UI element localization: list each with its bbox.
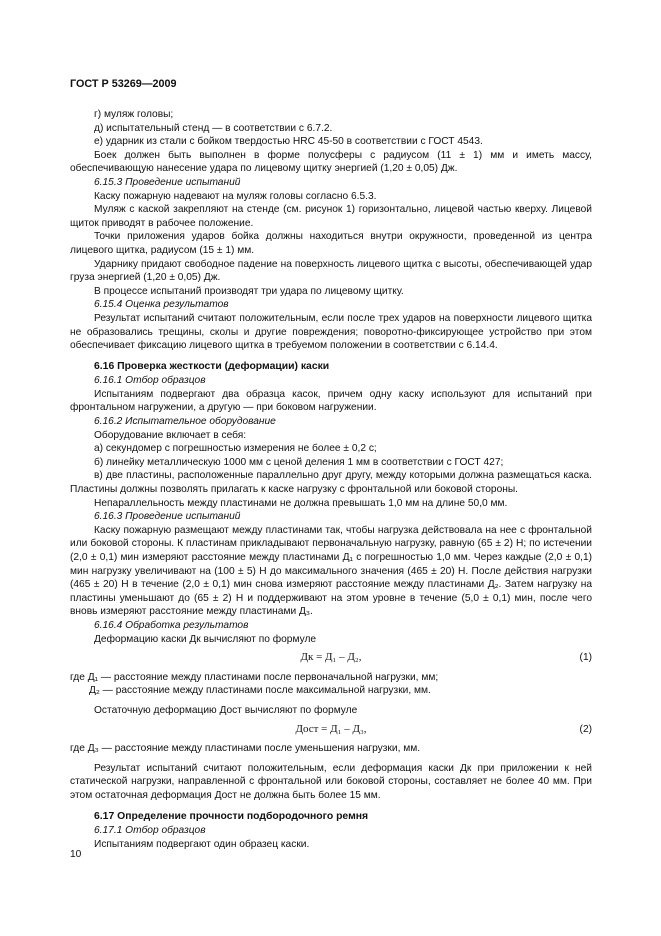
subsection-heading: 6.15.4 Оценка результатов [94, 299, 229, 311]
document-header: ГОСТ Р 53269—2009 [70, 78, 177, 90]
formula-body: Дк = Д₁ – Д₂, [300, 651, 362, 664]
document-body [70, 108, 592, 851]
paragraph: Боек должен быть выполнен в форме полусферы с радиусом (11 ± 1) мм и иметь массу, обеспечивающую нанесение удара по лицевому щитку энергией (1,20 ± 0,05) Дж. [70, 149, 592, 175]
list-item: в) две пластины, расположенные параллельно друг другу, между которыми должна размещаться каска. Пластины должны позволять прилагать к каске нагрузку с фронтальной или боковой стороны. [70, 470, 592, 496]
paragraph: Деформацию каски Дк вычисляют по формуле [94, 633, 317, 645]
formula-2 [70, 723, 592, 737]
subsection-heading: 6.16.4 Обработка результатов [94, 619, 249, 631]
paragraph: Испытаниям подвергают два образца касок, причем одну каску используют для испытаний при фронтальном нагружении, а другую — при боковом нагружении. [70, 388, 592, 414]
section-heading: 6.16 Проверка жесткости (деформации) каски [94, 360, 330, 372]
paragraph: Непараллельность между пластинами не должна превышать 1,0 мм на длине 50,0 мм. [94, 497, 508, 509]
formula-number: (1) [579, 652, 592, 664]
paragraph: Результат испытаний считают положительным, если после трех ударов на поверхности лицевого щитка не образовались трещины, сколы и другие повреждения; поворотно-фиксирующее устройство при этом обеспечивает фиксацию лицевого щитка в требуемом положении в соответствии с 6.14.4. [70, 312, 592, 352]
formula-1 [70, 651, 592, 665]
formula-legend: Д₂ — расстояние между пластинами после максимальной нагрузки, мм. [89, 685, 431, 697]
subsection-heading: 6.17.1 Отбор образцов [94, 825, 206, 837]
paragraph: Муляж с каской закрепляют на стенде (см. рисунок 1) горизонтально, лицевой частью кверху. Лицевой щиток приводят в рабочее положение. [70, 204, 592, 229]
list-item: е) ударник из стали с бойком твердостью HRC 45-50 в соответствии с ГОСТ 4543. [94, 136, 483, 148]
subsection-heading: 6.16.3 Проведение испытаний [94, 511, 241, 523]
paragraph: Каску пожарную размещают между пластинами так, чтобы нагрузка действовала на нее с фронтальной или боковой стороны. К пластинам прикладывают первоначальную нагрузку, равную (65 ± 2) Н; по истечении (2,0 ± 0,1) мин измеряют расстояние между пластинами Д₁ с погрешностью 1,0 мм. Через каждые (2,0 ± 0,1) мин нагрузку увеличивают на (100 ± 5) Н до максимального значения (465 ± 20) Н. После действия нагрузки (465 ± 20) Н в течение (2,0 ± 0,1) мин снова измеряют расстояние между пластинами Д₂. Затем нагрузку на пластины уменьшают до (65 ± 2) Н и поддерживают на этом уровне в течение (5,0 ± 0,1) мин, после чего вновь измеряют расстояние между пластинами Д₃. [70, 524, 592, 618]
paragraph: В процессе испытаний производят три удара по лицевому щитку. [94, 285, 404, 297]
paragraph: Каску пожарную надевают на муляж головы согласно 6.5.3. [94, 190, 377, 202]
subsection-heading: 6.16.2 Испытательное оборудование [94, 416, 276, 428]
paragraph: Оборудование включает в себя: [94, 429, 247, 441]
formula-number: (2) [579, 723, 592, 735]
formula-legend: где Д₁ — расстояние между пластинами после первоначальной нагрузки, мм; [70, 671, 439, 683]
paragraph: Остаточную деформацию Дост вычисляют по формуле [94, 704, 358, 716]
formula-legend: где Д₃ — расстояние между пластинами после уменьшения нагрузки, мм. [70, 743, 421, 755]
subsection-heading: 6.15.3 Проведение испытаний [94, 176, 241, 188]
list-item: б) линейку металлическую 1000 мм с ценой деления 1 мм в соответствии с ГОСТ 427; [94, 456, 504, 468]
subsection-heading: 6.16.1 Отбор образцов [94, 375, 206, 387]
paragraph: Испытаниям подвергают один образец каски. [94, 838, 310, 850]
list-item: а) секундомер с погрешностью измерения не более ± 0,2 с; [94, 443, 377, 455]
paragraph: Результат испытаний считают положительным, если деформация каски Дк при приложении к ней статической нагрузки, направленной с фронтальной или боковой стороны, составляет не более 40 мм. При этом остаточная деформация Дост не должна быть более 15 мм. [70, 762, 592, 801]
section-heading: 6.17 Определение прочности подбородочного ремня [94, 810, 369, 822]
paragraph: Точки приложения ударов бойка должны находиться внутри окружности, проведенной из центра лицевого щитка, радиусом (15 ± 1) мм. [70, 231, 592, 256]
formula-body: Дост = Д₁ – Д₃, [295, 722, 367, 735]
paragraph: Ударнику придают свободное падение на поверхность лицевого щитка с высоты, обеспечивающей удар груза энергией (1,20 ± 0,05) Дж. [70, 258, 592, 284]
list-item: д) испытательный стенд — в соответствии с 6.7.2. [94, 122, 333, 134]
page-number: 10 [70, 849, 82, 860]
list-item: г) муляж головы; [94, 109, 174, 120]
